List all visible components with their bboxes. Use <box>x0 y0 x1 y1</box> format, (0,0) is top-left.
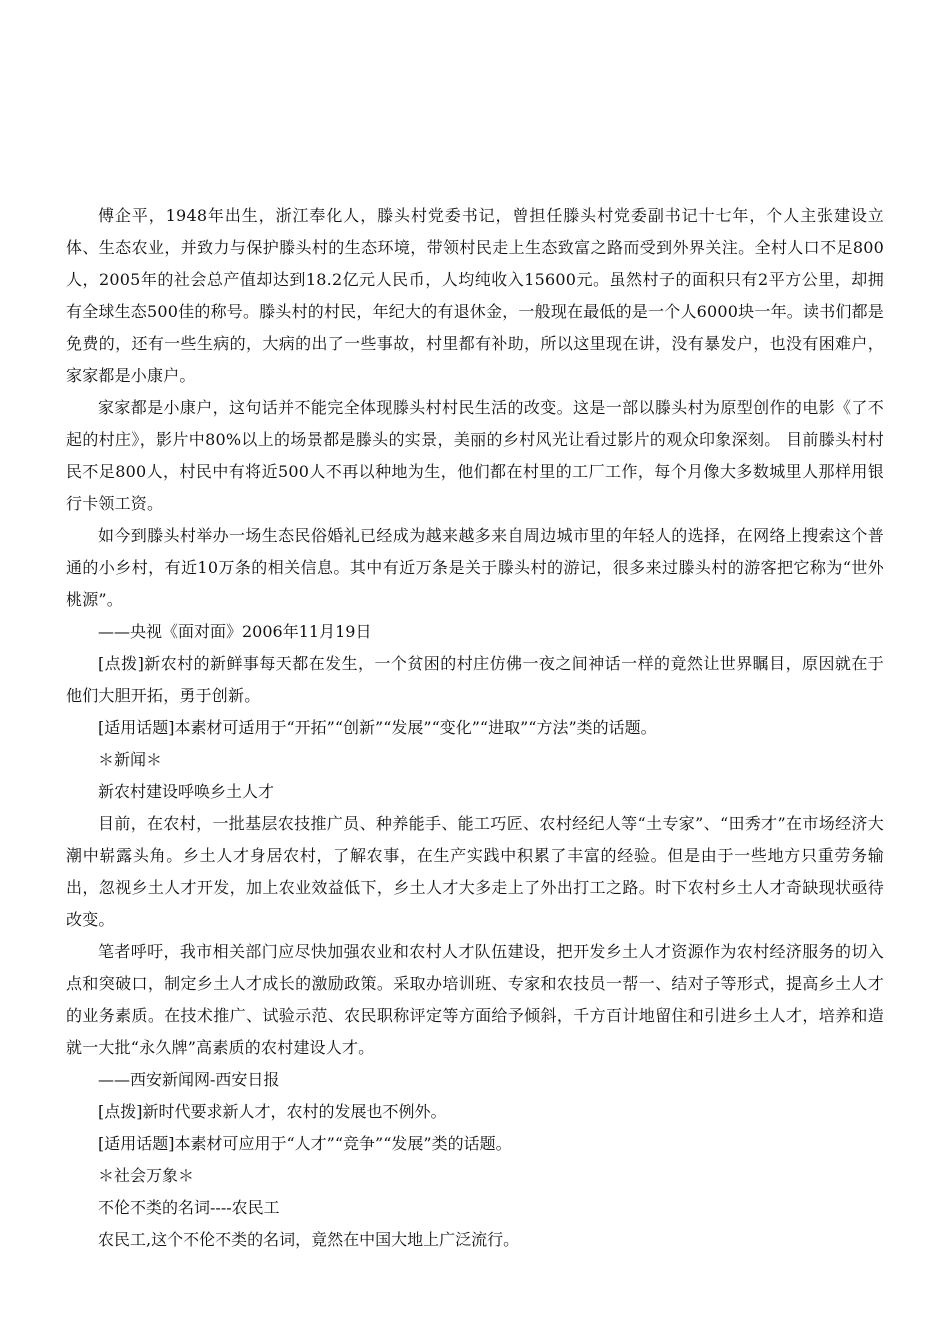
society-title: 不伦不类的名词----农民工 <box>98 1198 280 1217</box>
document-body <box>66 200 884 1256</box>
paragraph-film-village: 家家都是小康户，这句话并不能完全体现滕头村村民生活的改变。这是一部以滕头村为原型创作的电影《了不起的村庄》，影片中80%以上的场景都是滕头的实景，美丽的乡村风光让看过影片的观众印象深刻。 目前滕头村村民不足800人，村民中有将近500人不再以种地为生，他们都在村里的工厂工作，每个月像大多数城里人那样用银行卡领工资。 <box>66 398 884 513</box>
news-title: 新农村建设呼唤乡土人才 <box>98 782 275 801</box>
source-xian-daily: ——西安新闻网-西安日报 <box>98 1070 280 1089</box>
paragraph-author-appeal: 笔者呼吁，我市相关部门应尽快加强农业和农村人才队伍建设，把开发乡土人才资源作为农村经济服务的切入点和突破口，制定乡土人才成长的激励政策。采取办培训班、专家和农技员一帮一、结对子等形式，提高乡土人才的业务素质。在技术推广、试验示范、农民职称评定等方面给予倾斜，千方百计地留住和引进乡土人才，培养和造就一大批“永久牌”高素质的农村建设人才。 <box>66 942 884 1057</box>
section-label-society: ＊社会万象＊ <box>98 1166 195 1185</box>
topics-news: [适用话题]本素材可应用于“人才”“竞争”“发展”类的话题。 <box>98 1134 512 1153</box>
comment-article1: [点拨]新农村的新鲜事每天都在发生，一个贫困的村庄仿佛一夜之间神话一样的竟然让世界瞩目，原因就在于他们大胆开拓，勇于创新。 <box>66 654 884 705</box>
paragraph-fu-qiping-bio: 傅企平，1948年出生，浙江奉化人，滕头村党委书记，曾担任滕头村党委副书记十七年，个人主张建设立体、生态农业，并致力与保护滕头村的生态环境，带领村民走上生态致富之路而受到外界关注。全村人口不足800人，2005年的社会总产值却达到18.2亿元人民币，人均纯收入15600元。虽然村子的面积只有2平方公里，却拥有全球生态500佳的称号。滕头村的村民，年纪大的有退休金，一般现在最低的是一个人6000块一年。读书们都是免费的，还有一些生病的，大病的出了一些事故，村里都有补助，所以这里现在讲，没有暴发户，也没有困难户，家家都是小康户。 <box>66 206 884 385</box>
paragraph-eco-wedding: 如今到滕头村举办一场生态民俗婚礼已经成为越来越多来自周边城市里的年轻人的选择，在网络上搜索这个普通的小乡村，有近10万条的相关信息。其中有近万条是关于滕头村的游记，很多来过滕头村的游客把它称为“世外桃源”。 <box>66 526 884 609</box>
paragraph-migrant-workers: 农民工,这个不伦不类的名词，竟然在中国大地上广泛流行。 <box>98 1230 520 1249</box>
source-cctv: ——央视《面对面》2006年11月19日 <box>98 622 372 641</box>
section-label-news: ＊新闻＊ <box>98 750 163 769</box>
topics-article1: [适用话题]本素材可适用于“开拓”“创新”“发展”“变化”“进取”“方法”类的话题。 <box>98 718 657 737</box>
comment-news: [点拨]新时代要求新人才，农村的发展也不例外。 <box>98 1102 447 1121</box>
paragraph-rural-talent: 目前，在农村，一批基层农技推广员、种养能手、能工巧匠、农村经纪人等“土专家”、“田秀才”在市场经济大潮中崭露头角。乡土人才身居农村，了解农事，在生产实践中积累了丰富的经验。但是由于一些地方只重劳务输出，忽视乡土人才开发，加上农业效益低下，乡土人才大多走上了外出打工之路。时下农村乡土人才奇缺现状亟待改变。 <box>66 814 884 929</box>
